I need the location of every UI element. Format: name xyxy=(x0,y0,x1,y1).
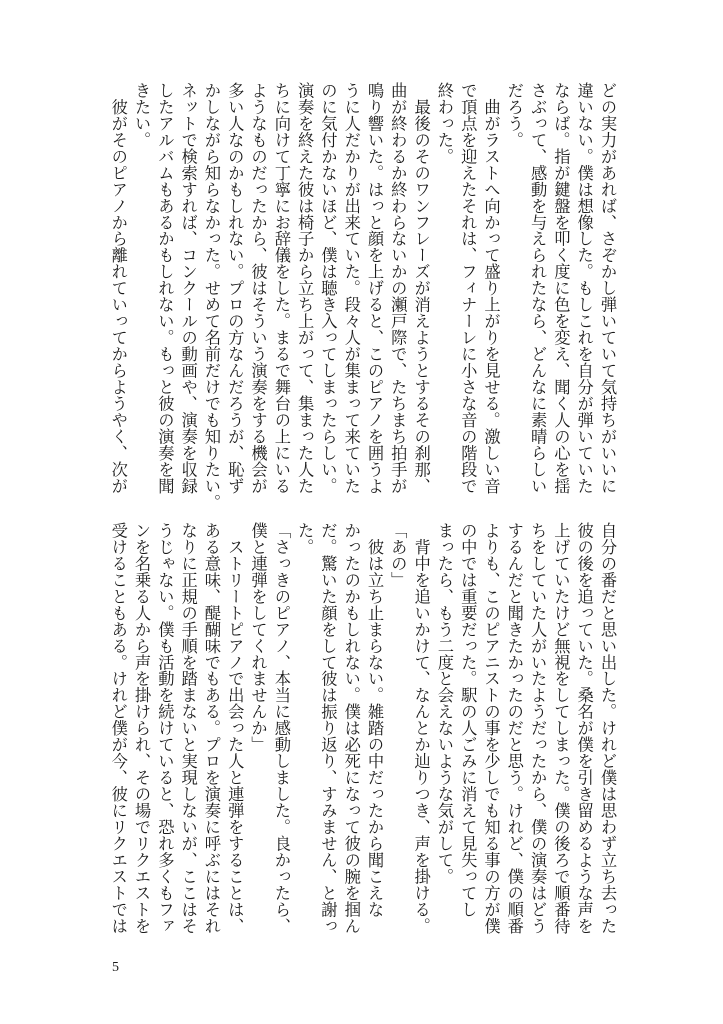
text-line: 僕と連弾をしてくれませんか」 xyxy=(248,522,268,753)
text-line: のに気付かないほど、僕は聴き入ってしまったらしい。 xyxy=(318,82,338,495)
text-line: 受けることもある。けれど僕が今、彼にリクエストでは xyxy=(108,522,128,935)
text-line: するんだと聞きたかったのだと思う。けれど、僕の順番 xyxy=(504,522,524,935)
text-line: ネットで検索すれば、コンクールの動画や、演奏を収録 xyxy=(178,82,198,495)
text-line: だろう。 xyxy=(504,82,524,148)
text-line: で頂点を迎えたそれは、フィナーレに小さな音の階段で xyxy=(458,82,478,495)
text-line: ならば。指が鍵盤を叩く度に色を変え、聞く人の心を揺 xyxy=(551,82,571,495)
text-line: ンを名乗る人から声を掛けられ、その場でリクエストを xyxy=(132,522,152,935)
text-line: うじゃない。僕も活動を続けていると、恐れ多くもファ xyxy=(155,522,175,935)
text-line: 最後のそのワンフレーズが消えようとするその刹那、 xyxy=(411,82,431,495)
text-line: 彼の後を追っていた。桑名が僕を引き留めるような声を xyxy=(574,522,594,935)
text-line: よりも、このピアニストの事を少しでも知る事の方が僕 xyxy=(481,522,501,935)
text-line: 「あの」 xyxy=(388,522,408,588)
text-line: 「さっきのピアノ、本当に感動しました。良かったら、 xyxy=(271,522,291,935)
text-line: ある意味、醍醐味でもある。プロを演奏に呼ぶにはそれ xyxy=(201,522,221,935)
text-block-lower xyxy=(107,522,619,942)
text-line: だ。驚いた顔をして彼は振り返り、すみません、と謝っ xyxy=(318,522,338,935)
text-line: どの実力があれば、さぞかし弾いていて気持ちがいいに xyxy=(598,82,617,495)
text-line: ちをしていた人がいたようだったから、僕の演奏はどう xyxy=(528,522,548,935)
text-line: ようなものだったから、彼はそういう演奏をする機会が xyxy=(248,82,268,495)
text-line: 上げていたけど無視をしてしまった。僕の後ろで順番待 xyxy=(551,522,571,935)
text-line: 彼がそのピアノから離れていってからようやく、次が xyxy=(108,82,128,495)
text-line: ちに向けて丁寧にお辞儀をした。まるで舞台の上にいる xyxy=(271,82,291,495)
text-line: た。 xyxy=(295,522,315,555)
page-number: 5 xyxy=(112,960,119,975)
text-line: 違いない。僕は想像した。もしこれを自分が弾いていた xyxy=(574,82,594,495)
text-line: きたい。 xyxy=(132,82,152,148)
text-line: さぶって、感動を与えられたなら、どんなに素晴らしい xyxy=(528,82,548,495)
text-line: 演奏を終えた彼は椅子から立ち上がって、集まった人た xyxy=(295,82,315,495)
text-line: 曲がラストへ向かって盛り上がりを見せる。激しい音 xyxy=(481,82,501,495)
text-line: したアルバムもあるかもしれない。もっと彼の演奏を聞 xyxy=(155,82,175,495)
text-line: うに人だかりが出来ていた。段々人が集まって来ていた xyxy=(341,82,361,495)
text-line: ストリートピアノで出会った人と連弾をすることは、 xyxy=(225,522,245,935)
text-block-upper xyxy=(107,82,619,511)
text-line: 曲が終わるか終わらないかの瀬戸際で、たちまち拍手が xyxy=(388,82,408,495)
text-line: 鳴り響いた。はっと顔を上げると、このピアノを囲うよ xyxy=(365,82,385,495)
text-line: 彼は立ち止まらない。雑踏の中だったから聞こえな xyxy=(365,522,385,918)
text-line: の中では重要だった。駅の人ごみに消えて見失ってし xyxy=(458,522,478,918)
text-line: まったら、もう二度と会えないような気がして。 xyxy=(434,522,454,885)
text-line: 終わった。 xyxy=(434,82,454,165)
text-line: 背中を追いかけて、なんとか辿りつき、声を掛ける。 xyxy=(411,522,431,935)
text-line: 自分の番だと思い出した。けれど僕は思わず立ち去った xyxy=(598,522,617,935)
text-line: かしながら知らなかった。せめて名前だけでも知りたい。 xyxy=(201,82,221,511)
text-line: 多い人なのかもしれない。プロの方なんだろうが、恥ず xyxy=(225,82,245,495)
text-line: かったのかもしれない。僕は必死になって彼の腕を掴ん xyxy=(341,522,361,935)
text-line: なりに正規の手順を踏まないと実現しないが、ここはそ xyxy=(178,522,198,935)
